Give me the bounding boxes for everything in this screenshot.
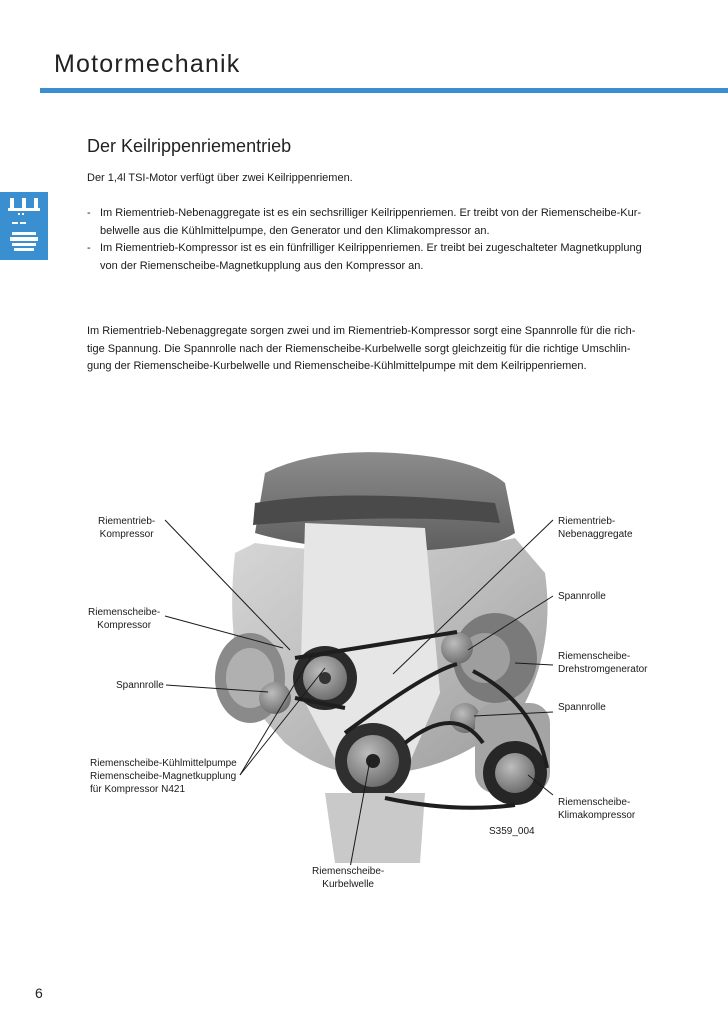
label-klimakompressor: Riemenscheibe- Klimakompressor xyxy=(558,797,636,821)
bullet-line: Im Riementrieb-Kompressor ist es ein fünfrilliger Keilrippenriemen. Er treibt bei zugeschalteter Magnetkupplung xyxy=(100,242,642,254)
section-title: Der Keilrippenriementrieb xyxy=(87,136,292,156)
body-paragraph xyxy=(87,323,687,376)
chapter-title: Motormechanik xyxy=(54,50,241,78)
label-spannrolle-left: Spannrolle xyxy=(116,680,164,691)
engine-parts-icon xyxy=(0,192,48,260)
chapter-rule xyxy=(40,88,728,93)
paragraph-line: gung der Riemenscheibe-Kurbelwelle und Riemenscheibe-Kühlmittelpumpe mit dem Keilrippenriemen. xyxy=(87,360,587,372)
bullet-line: belwelle aus die Kühlmittelpumpe, den Generator und den Klimakompressor an. xyxy=(100,224,490,237)
bullet-item xyxy=(87,240,687,275)
label-kuehlmittelpumpe-magnetkupplung: Riemenscheibe-Kühlmittelpumpe Riemenscheibe-Magnetkupplung für Kompressor N421 xyxy=(90,758,237,795)
label-spannrolle-right-bottom: Spannrolle xyxy=(558,702,606,713)
intro-text: Der 1,4l TSI-Motor verfügt über zwei Keilrippenriemen. xyxy=(87,172,353,184)
page-number: 6 xyxy=(35,985,43,1001)
label-riementrieb-nebenaggregate: Riementrieb- Nebenaggregate xyxy=(558,516,633,540)
paragraph-line: Im Riementrieb-Nebenaggregate sorgen zwei und im Riementrieb-Kompressor sorgt eine Spannrolle für die rich- xyxy=(87,325,636,337)
bullet-item xyxy=(87,205,687,240)
paragraph-line: tige Spannung. Die Spannrolle nach der Riemenscheibe-Kurbelwelle sorgt gleichzeitig für die richtige Umschlin- xyxy=(87,342,631,355)
bullet-marker: - xyxy=(87,207,91,219)
label-spannrolle-right-top: Spannrolle xyxy=(558,591,606,602)
label-riementrieb-kompressor: Riementrieb- Kompressor xyxy=(98,516,156,540)
bullet-line: von der Riemenscheibe-Magnetkupplung aus den Kompressor an. xyxy=(100,259,424,272)
bullet-marker: - xyxy=(87,242,91,254)
label-drehstromgenerator: Riemenscheibe- Drehstromgenerator xyxy=(558,651,648,675)
label-kurbelwelle: Riemenscheibe- Kurbelwelle xyxy=(312,866,385,890)
label-riemenscheibe-kompressor: Riemenscheibe- Kompressor xyxy=(88,607,161,631)
bullet-list xyxy=(87,205,687,275)
engine-belt-drive-illustration xyxy=(195,443,570,883)
bullet-line: Im Riementrieb-Nebenaggregate ist es ein sechsrilliger Keilrippenriemen. Er treibt von der Riemenscheibe-Kur- xyxy=(100,207,642,219)
figure-code: S359_004 xyxy=(489,826,535,837)
